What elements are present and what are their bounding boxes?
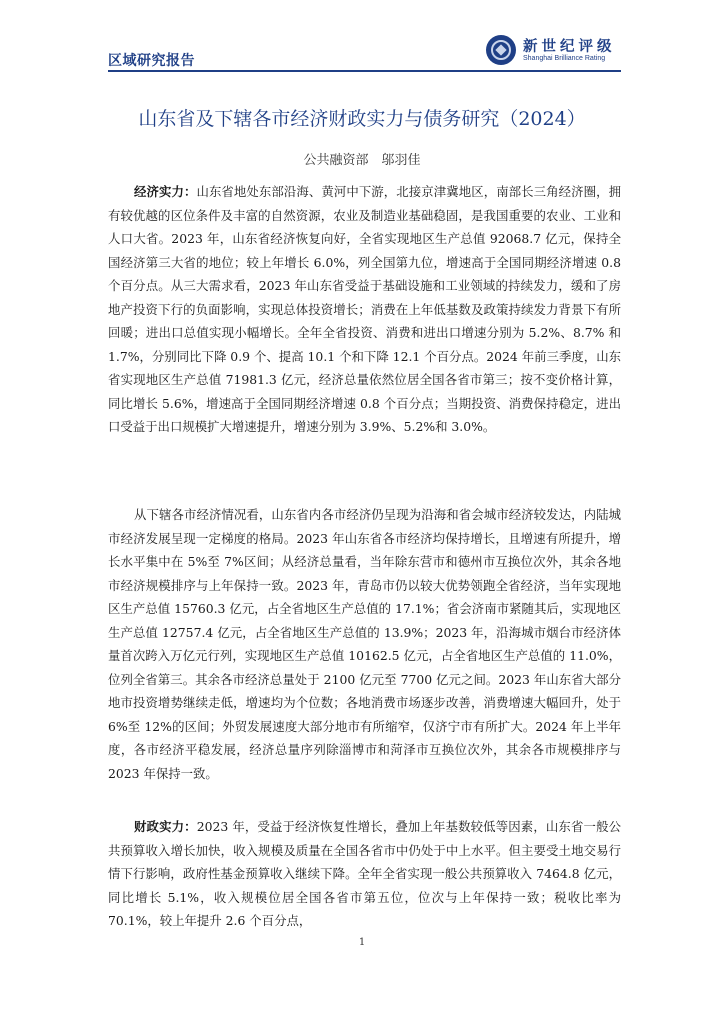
paragraph-economic-strength bbox=[108, 180, 621, 439]
paragraph-text: 山东省地处东部沿海、黄河中下游，北接京津冀地区，南部长三角经济圈，拥有较优越的区位条件及丰富的自然资源，农业及制造业基础稳固，是我国重要的农业、工业和人口大省。2023 年，山东省经济恢复向好，全省实现地区生产总值 92068.7 亿元，保持全国经济第三大省的地位；较上年增长 6.0%，列全国第九位，增速高于全国同期经济增速 0.8 个百分点。从三大需求看，2023 年山东省受益于基础设施和工业领域的持续发力，缓和了房地产投资下行的负面影响，实现总体投资增长；消费在上年低基数及政策持续发力背景下有所回暖；进出口总值实现小幅增长。全年全省投资、消费和进出口增速分别为 5.2%、8.7% 和 1.7%，分别同比下降 0.9 个、提高 10.1 个和下降 12.1 个百分点。2024 年前三季度，山东省实现地区生产总值 71981.3 亿元，经济总量依然位居全国各省市第三；按不变价格计算，同比增长 5.6%，增速高于全国同期经济增速 0.8 个百分点；当期投资、消费保持稳定，进出口受益于出口规模扩大增速提升，增速分别为 3.9%、5.2%和 3.0%。 bbox=[108, 184, 622, 434]
header-divider bbox=[108, 70, 621, 72]
page-number: 1 bbox=[358, 937, 366, 948]
company-emblem-icon bbox=[486, 35, 516, 65]
paragraph-fiscal-strength bbox=[108, 815, 621, 933]
company-logo bbox=[486, 34, 626, 68]
paragraph-lead: 财政实力： bbox=[134, 819, 197, 834]
paragraph-text: 2023 年，受益于经济恢复性增长，叠加上年基数较低等因素，山东省一般公共预算收入增长加快，收入规模及质量在全国各省市中仍处于中上水平。但主要受土地交易行情下行影响，政府性基金预算收入继续下降。全年全省实现一般公共预算收入 7464.8 亿元，同比增长 5.1%，收入规模位居全国各省市第五位，位次与上年保持一致；税收比率为 70.1%，较上年提升 2.6 个百分点， bbox=[108, 819, 621, 928]
logo-name-en: Shanghai Brilliance Rating bbox=[523, 55, 606, 62]
paragraph-city-economy bbox=[108, 503, 621, 785]
report-section-label: 区域研究报告 bbox=[108, 53, 195, 69]
author-byline: 公共融资部 邬羽佳 bbox=[303, 153, 421, 168]
document-title: 山东省及下辖各市经济财政实力与债务研究（2024） bbox=[138, 108, 586, 130]
paragraph-lead: 经济实力： bbox=[134, 184, 197, 199]
logo-name-cn: 新世纪评级 bbox=[523, 38, 616, 55]
paragraph-text: 从下辖各市经济情况看，山东省内各市经济仍呈现为沿海和省会城市经济较发达，内陆城市经济发展呈现一定梯度的格局。2023 年山东省各市经济均保持增长，且增速有所提升，增长水平集中在 5%至 7%区间；从经济总量看，当年除东营市和德州市互换位次外，其余各地市经济规模排序与上年保持一致。2023 年，青岛市仍以较大优势领跑全省经济，当年实现地区生产总值 15760.3 亿元，占全省地区生产总值的 17.1%；省会济南市紧随其后，实现地区生产总值 12757.4 亿元，占全省地区生产总值的 13.9%；2023 年，沿海城市烟台市经济体量首次跨入万亿元行列，实现地区生产总值 10162.5 亿元，占全省地区生产总值的 11.0%，位列全省第三。其余各市经济总量处于 2100 亿元至 7700 亿元之间。2023 年山东省大部分地市投资增势继续走低，增速均为个位数；各地消费市场逐步改善，消费增速大幅回升，处于 6%至 12%的区间；外贸发展速度大部分地市有所缩窄，仅济宁市有所扩大。2024 年上半年度，各市经济平稳发展，经济总量序列除淄博市和菏泽市互换位次外，其余各市规模排序与 2023 年保持一致。 bbox=[108, 507, 621, 781]
